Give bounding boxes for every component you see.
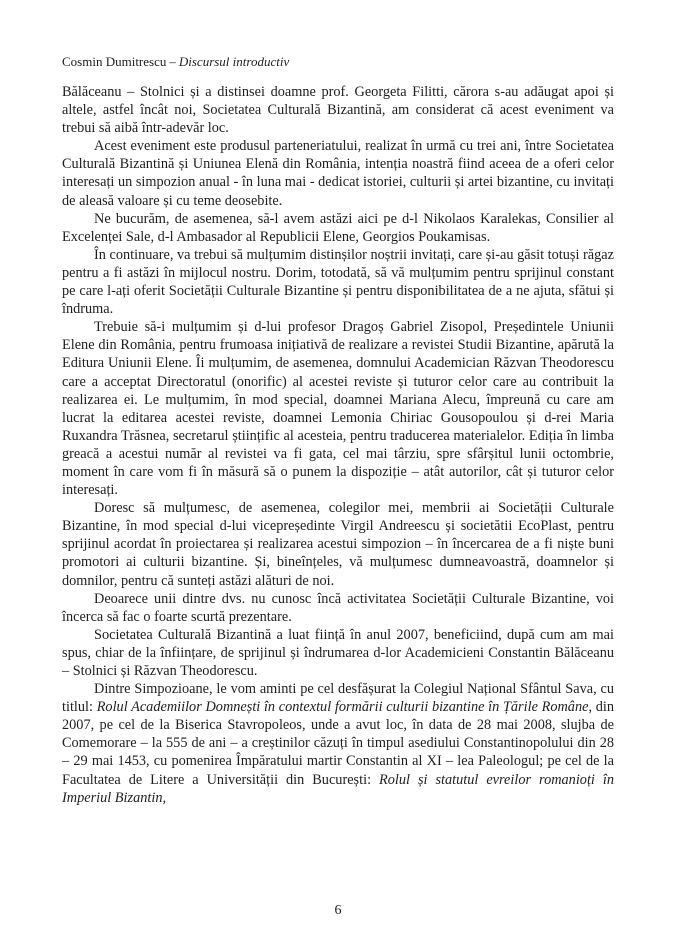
text-run: Societatea Culturală Bizantină a luat ființă în anul 2007, beneficiind, după cum am mai spus, chiar de la înființare, de sprijinul și îndrumarea d-lor Academicieni Constantin Bălăceanu – Stolnici și Răzvan Theodorescu. bbox=[62, 626, 614, 679]
paragraph bbox=[62, 318, 614, 499]
text-run: În continuare, va trebui să mulțumim distinșilor noștrii invitați, care și-au găsit totuși răgaz pentru a fi astăzi în mijlocul nostru. Dorim, totodată, să vă mulțumim pentru sprijinul constant pe care l-ați oferit Societății Culturale Bizantine și pentru disponibilitatea de a ne ajuta, sfătui și îndruma. bbox=[62, 246, 614, 318]
paragraph bbox=[62, 590, 614, 626]
running-header bbox=[62, 54, 614, 70]
header-separator: – bbox=[169, 54, 176, 69]
paragraph bbox=[62, 210, 614, 246]
header-author: Cosmin Dumitrescu bbox=[62, 54, 167, 69]
text-run: Trebuie să-i mulțumim și d-lui profesor Dragoș Gabriel Zisopol, Președintele Uniunii Elene din România, pentru frumoasa inițiativă de realizare a revistei Studii Bizantine, apărută la Editura Uniunii Elene. Îi mulțumim, de asemenea, domnului Academician Răzvan Theodorescu care a acceptat Directoratul (onorific) al acestei reviste și tuturor celor care au contribuit la realizarea ei. Le mulțumim, în mod special, doamnei Mariana Alecu, împreună cu care am lucrat la editarea acestei reviste, doamnei Lemonia Chiriac Gousopoulou și d-rei Maria Ruxandra Trăsnea, secretarul științific al acesteia, pentru traducerea materialelor. Ediția în limba greacă a acestui număr al revistei va fi gata, cel mai târziu, spre sfârșitul lunii octombrie, moment în care vom fi în măsură să o punem la dispoziție – atât autorilor, cât și tuturor celor interesați. bbox=[62, 319, 614, 499]
text-run: Acest eveniment este produsul parteneriatului, realizat în urmă cu trei ani, între Societatea Culturală Bizantină și Uniunea Elenă din România, intenția noastră fiind aceea de a oferi celor interesați un simpozion anual - în luna mai - dedicat istoriei, culturii și artei bizantine, cu invitați de aleasă valoare și cu teme deosebite. bbox=[62, 138, 614, 209]
body-text bbox=[62, 83, 614, 807]
italic-text-run: Rolul Academiilor Domnești în contextul formării culturii bizantine în Țările Române bbox=[96, 699, 589, 716]
text-run: Dintre Simpozioane, le vom aminti pe cel desfășurat la Colegiul Național Sfântul Sava, cu titlul: bbox=[62, 681, 614, 716]
paragraph bbox=[62, 246, 614, 318]
page-number: 6 bbox=[334, 903, 342, 918]
paragraph bbox=[62, 83, 614, 137]
header-title: Discursul introductiv bbox=[178, 54, 290, 69]
document-page bbox=[62, 0, 614, 948]
paragraph bbox=[62, 626, 614, 680]
paragraph bbox=[62, 137, 614, 209]
text-run: Bălăceanu – Stolnici și a distinsei doamne prof. Georgeta Filitti, cărora s-au adăugat apoi și altele, astfel încât noi, Societatea Culturală Bizantină, am considerat că acest eveniment va trebui să aibă într-adevăr loc. bbox=[62, 84, 614, 137]
text-run: , din 2007, pe cel de la Biserica Stavropoleos, unde a avut loc, în data de 28 mai 2008, slujba de Comemorare – la 555 de ani – a creștinilor căzuți în timpul asediului Constantinopolului din 28 – 29 mai 1453, cu pomenirea Împăratului martir Constantin al XI – lea Paleologul; pe cel de la Facultatea de Litere a Universității din București: bbox=[62, 699, 615, 788]
italic-text-run: Rolul și statutul evreilor romanioți în Imperiul Bizantin, bbox=[62, 771, 614, 806]
paragraph bbox=[62, 499, 614, 589]
paragraph bbox=[62, 680, 614, 807]
text-run: Doresc să mulțumesc, de asemenea, colegilor mei, membrii ai Societății Culturale Bizantine, în mod special d-lui vicepreședinte Virgil Andreescu și societătii EcoPlast, pentru sprijinul acordat în proiectarea și realizarea acestui simpozion – în încercarea de a fi niște buni promotori ai culturii bizantine. Și, bineînțeles, vă mulțumesc dumneavoastră, doamnelor și domnilor, pentru că sunteți astăzi alături de noi. bbox=[62, 500, 614, 589]
text-run: Deoarece unii dintre dvs. nu cunosc încă activitatea Societății Culturale Bizantine, voi încerca să fac o foarte scurtă prezentare. bbox=[62, 590, 614, 625]
text-run: Ne bucurăm, de asemenea, să-l avem astăzi aici pe d-l Nikolaos Karalekas, Consilier al Excelenței Sale, d-l Ambasador al Republicii Elene, Georgios Poukamisas. bbox=[62, 210, 614, 245]
